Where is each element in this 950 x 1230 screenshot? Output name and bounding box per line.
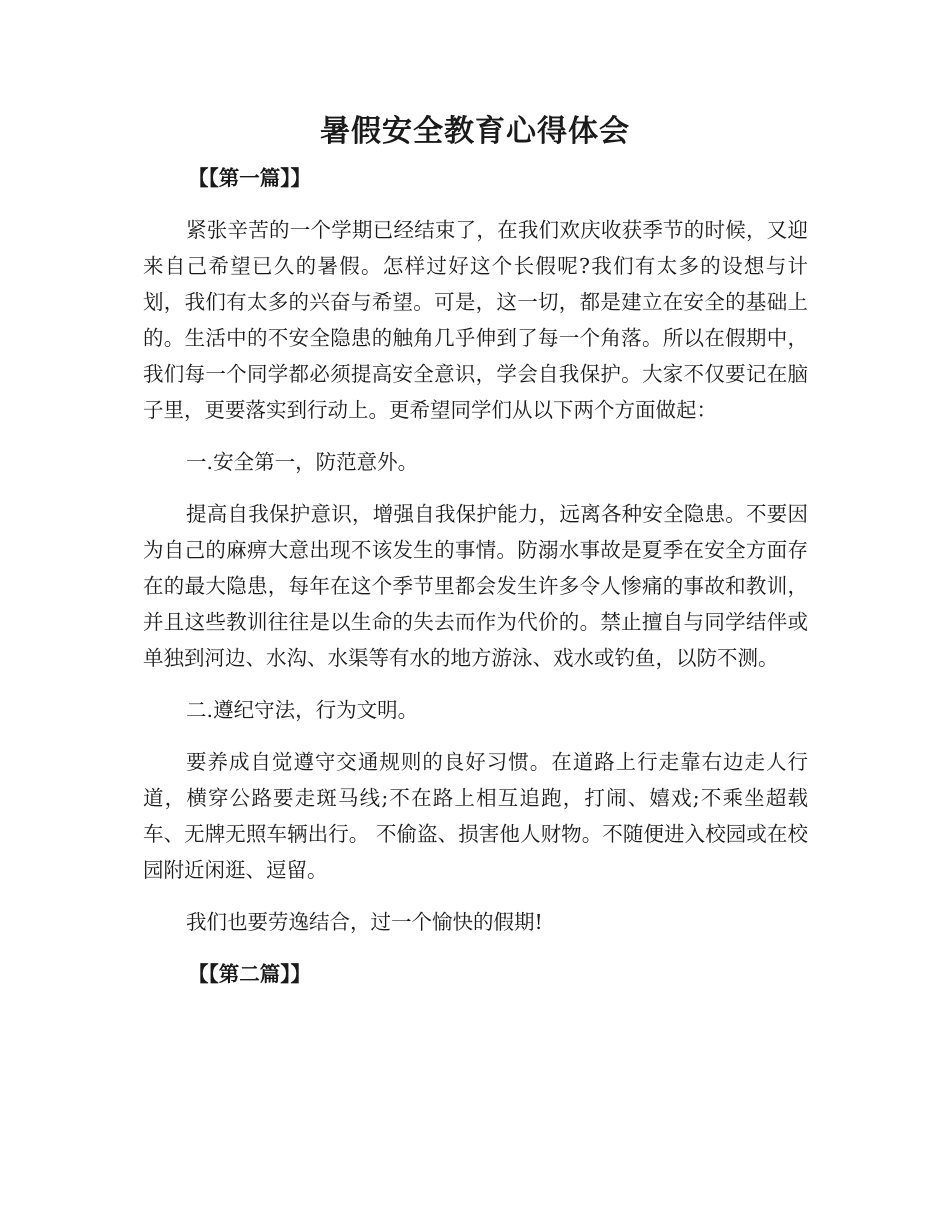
spacer xyxy=(143,888,808,904)
spacer xyxy=(143,728,808,744)
document-title: 暑假安全教育心得体会 xyxy=(320,114,630,149)
subheading-law-abiding: 二.遵纪守法，行为文明。 xyxy=(186,698,419,722)
spacer xyxy=(143,940,808,956)
paragraph-intro: 紧张辛苦的一个学期已经结束了，在我们欢庆收获季节的时候，又迎来自己希望已久的暑假。怎样过好这个长假呢?我们有太多的设想与计划，我们有太多的兴奋与希望。可是，这一切，都是建立在安全的基础上的。生活中的不安全隐患的触角几乎伸到了每一个角落。所以在假期中，我们每一个同学都必须提高安全意识，学会自我保护。大家不仅要记在脑子里，更要落实到行动上。更希望同学们从以下两个方面做起： xyxy=(143,218,808,422)
spacer xyxy=(143,480,808,496)
paragraph-traffic: 要养成自觉遵守交通规则的良好习惯。在道路上行走靠右边走人行道，横穿公路要走斑马线;不在路上相互追跑，打闹、嬉戏;不乘坐超载车、无牌无照车辆出行。 不偷盗、损害他人财物。不随便进入校园或在校园附近闲逛、逗留。 xyxy=(143,750,808,882)
spacer xyxy=(143,676,808,692)
paragraph-closing: 我们也要劳逸结合，过一个愉快的假期! xyxy=(186,910,543,934)
spacer xyxy=(143,428,808,444)
section-heading-first: 【【第一篇】】 xyxy=(188,166,311,190)
section-heading-second: 【【第二篇】】 xyxy=(188,962,311,986)
paragraph-safety: 提高自我保护意识，增强自我保护能力，远离各种安全隐患。不要因为自己的麻痹大意出现不该发生的事情。防溺水事故是夏季在安全方面存在的最大隐患，每年在这个季节里都会发生许多令人惨痛的事故和教训，并且这些教训往往是以生命的失去而作为代价的。禁止擅自与同学结伴或单独到河边、水沟、水渠等有水的地方游泳、戏水或钓鱼，以防不测。 xyxy=(143,502,808,670)
spacer xyxy=(143,196,808,212)
document-body xyxy=(143,160,808,992)
subheading-safety-first: 一.安全第一，防范意外。 xyxy=(186,450,419,474)
